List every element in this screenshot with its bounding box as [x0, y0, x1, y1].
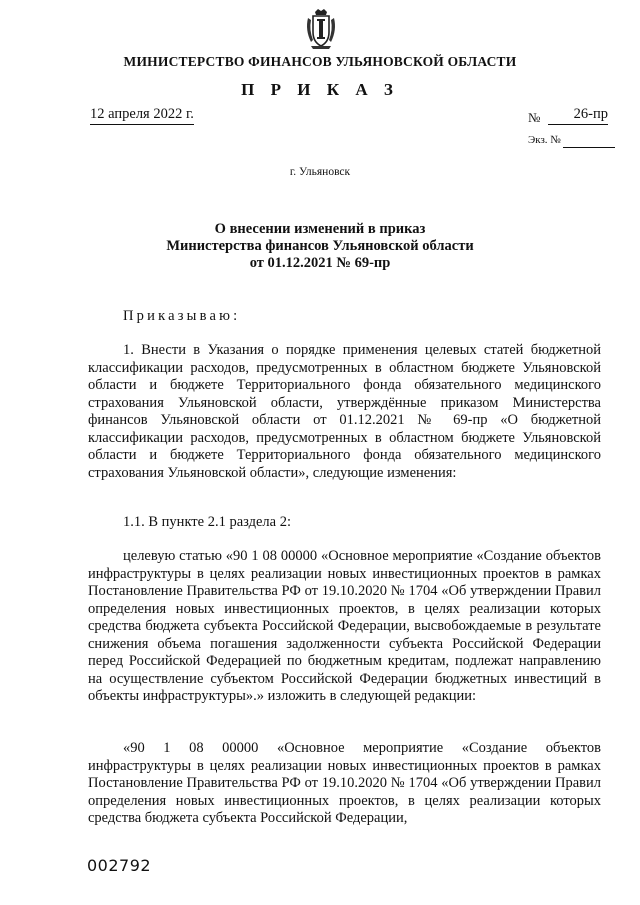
copy-number-blank — [563, 147, 615, 148]
heading-line-2: Министерства финансов Ульяновской области — [166, 238, 474, 254]
order-number: 26-пр — [548, 106, 608, 125]
copy-number-label: Экз. № — [528, 134, 561, 146]
order-date: 12 апреля 2022 г. — [90, 106, 194, 125]
paragraph-1: 1. Внести в Указания о порядке применения целевых статей бюджетной классификации расходов, предусмотренных в областном бюджете Ульяновской области и бюджете Территориального фонда обязательного медицинского страхования Ульяновской области, утверждённые приказом Министерства финансов Ульяновской области от 01.12.2021 № 69-пр «О бюджетной классификации расходов, предусмотренных в областном бюджете Ульяновской области и бюджете Территориального фонда обязательного медицинского страхования Ульяновской области», следующие изменения: — [88, 342, 601, 481]
paragraph-target-article: целевую статью «90 1 08 00000 «Основное мероприятие «Создание объектов инфраструктуры в целях реализации новых инвестиционных проектов в рамках Постановление Правительства РФ от 19.10.2020 № 1704 «Об утверждении Правил определения новых инвестиционных проектов, в целях реализации которых средства бюджета субъекта Российской Федерации, высвобождаемые в результате снижения объема погашения задолженности субъекта Российской Федерации перед Российской Федерацией по бюджетным кредитам, подлежат направлению на осуществление субъектом Российской Федерации бюджетных инвестиций в объекты инфраструктуры».» изложить в следующей редакции: — [88, 548, 601, 704]
command-word: Приказываю: — [123, 308, 241, 324]
coat-of-arms-drawing — [305, 8, 337, 50]
paragraph-1-1: 1.1. В пункте 2.1 раздела 2: — [123, 514, 291, 530]
order-heading — [0, 221, 640, 272]
number-label: № — [528, 110, 541, 125]
heading-line-1: О внесении изменений в приказ — [214, 221, 426, 237]
ministry-name: МИНИСТЕРСТВО ФИНАНСОВ УЛЬЯНОВСКОЙ ОБЛАСТИ — [123, 54, 517, 69]
paragraph-new-wording: «90 1 08 00000 «Основное мероприятие «Создание объектов инфраструктуры в целях реализации новых инвестиционных проектов в рамках Постановление Правительства РФ от 19.10.2020 № 1704 «Об утверждении Правил определения новых инвестиционных проектов, в целях реализации которых средства бюджета субъекта Российской Федерации, — [88, 740, 601, 826]
city-name: г. Ульяновск — [289, 166, 351, 178]
document-type: П Р И К А З — [241, 80, 399, 99]
heading-line-3: от 01.12.2021 № 69-пр — [249, 255, 391, 271]
coat-of-arms-icon — [305, 8, 337, 50]
document-code: 002792 — [87, 856, 152, 875]
